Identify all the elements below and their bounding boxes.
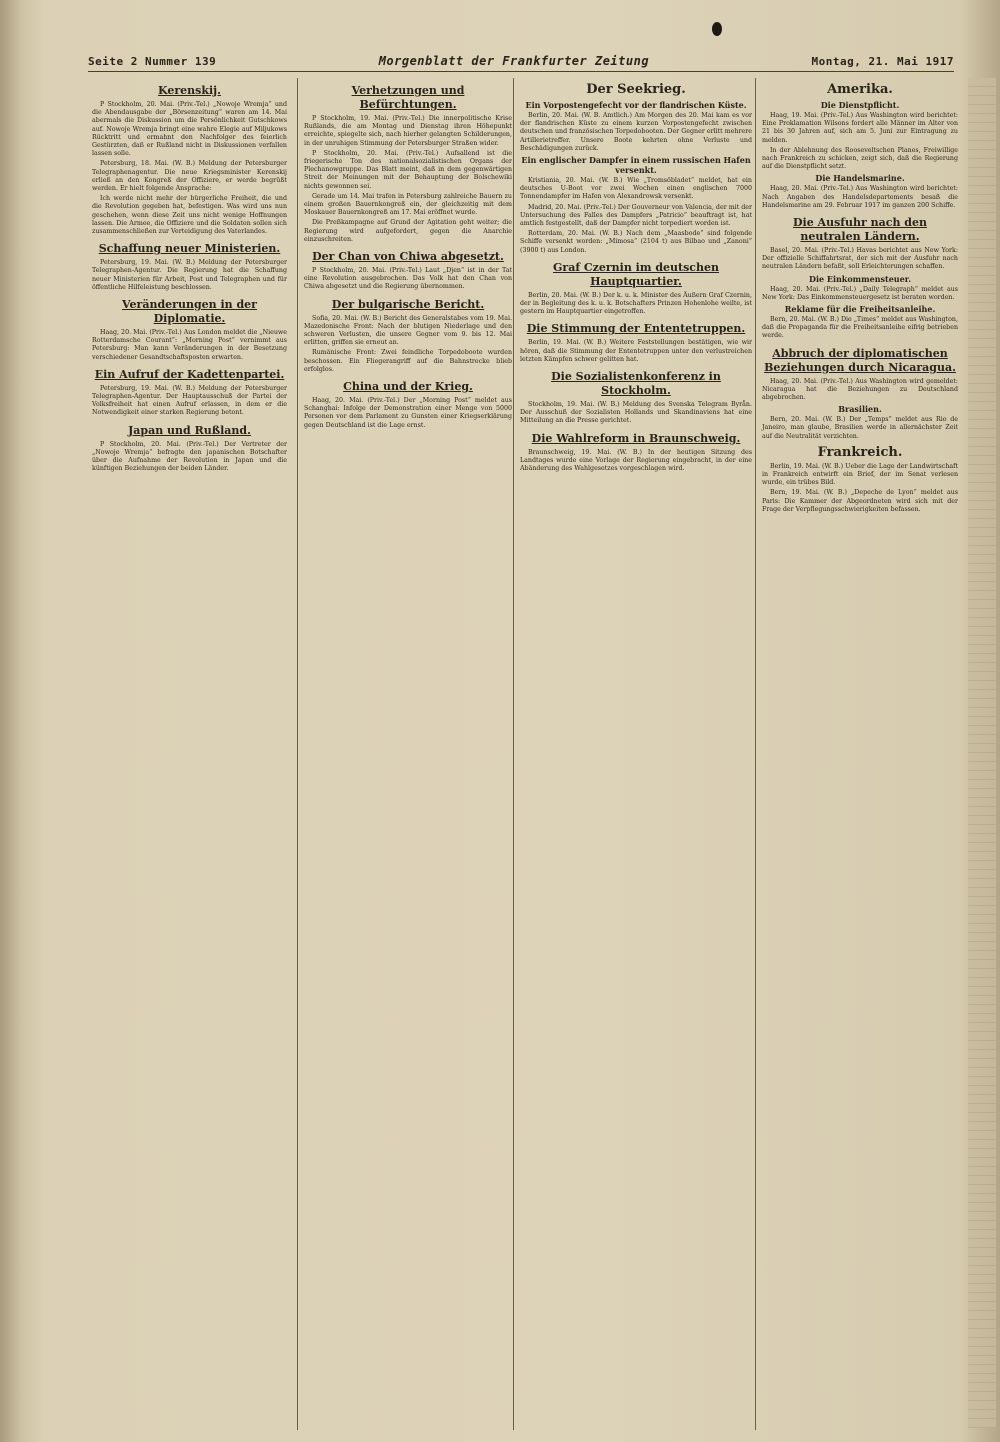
article-subheadline: Die Handelsmarine. [815, 173, 905, 184]
article-paragraph: Berlin, 20. Mai. (W. B. Amtlich.) Am Morgen des 20. Mai kam es vor der flandrischen Küste zu einem kurzen Vorpostengefecht zwischen deutschen und französischen Torpedobooten. Der Gegner erlitt mehrere Artillerietreffer. Unsere Boote kehrten ohne Verluste und Beschädigungen zurück. [520, 112, 752, 152]
article-headline: Veränderungen in der Diplomatie. [122, 298, 257, 326]
article-paragraph: Rotterdam, 20. Mai. (W. B.) Nach dem „Maasbode“ sind folgende Schiffe versenkt worden: „Mimosa“ (2104 t) aus Bilbao und „Zanoni“ (3900 t) aus London. [520, 230, 752, 254]
article-paragraph: Rumänische Front: Zwei feindliche Torpedoboote wurden beschossen. Ein Fliegerangriff auf die Bahnstrecke blieb erfolglos. [304, 349, 512, 373]
article-subheadline: Brasilien. [838, 404, 882, 415]
article-headline: Japan und Rußland. [128, 423, 251, 437]
article-paragraph: Sofia, 20. Mai. (W. B.) Bericht des Generalstabes vom 19. Mai. Mazedonische Front: Nach der blutigen Niederlage und den schweren Verlusten, die unsere Gegner vom 9. bis 12. Mai erlitten, griffen sie erneut an. [304, 314, 512, 347]
article-paragraph: Madrid, 20. Mai. (Priv.-Tel.) Der Gouverneur von Valencia, der mit der Untersuchung des Falles des Dampfers „Patricio“ beauftragt ist, hat amtlich festgestellt, daß der Dampfer nicht torpediert worden ist. [520, 203, 752, 228]
page-number: Seite 2 Nummer 139 [88, 55, 217, 68]
article-paragraph: Die Preßkampagne auf Grund der Agitation geht weiter; die Regierung wird aufgefordert, gegen die Anarchie einzuschreiten. [304, 219, 512, 243]
article-paragraph: P Stockholm, 20. Mai. (Priv.-Tel.) Aufsallend ist die friegerische Ton des nationalsozialistischen Organs der Plechanowgruppe. Das Blatt meint, daß in dem gegenwärtigen Streit der Meinungen mit der Behauptung der Bolschewiki nichts gewonnen sei. [304, 149, 512, 190]
column-3 [513, 78, 752, 1430]
article-paragraph: Stockholm, 19. Mai. (W. B.) Meldung des Svenska Telegram Byrån. Der Ausschuß der Sozialisten Hollands und Skandinaviens hat eine Mitteilung an die Presse gerichtet. [520, 401, 752, 425]
article-paragraph: Ich werde nicht mehr der bürgerliche Freiheit, die und die Revolution gegeben hat, befestigen. Was wird uns nun geschehen, wenn diese Zeit uns nicht wenige Hoffnungen lassen. Die Armee, die Offiziere und die Soldaten sollen sich zusammenschließen zur Verteidigung des Vaterlandes. [92, 195, 287, 236]
article-paragraph: Berlin, 20. Mai. (W. B.) Der k. u. k. Minister des Äußern Graf Czernin, der in Begleitung des k. u. k. Botschafters Prinzen Hohenlohe weilte, ist gestern im Hauptquartier eingetroffen. [520, 291, 752, 316]
article-subheadline: Ein Vorpostengefecht vor der flandrischen Küste. [525, 100, 747, 110]
section-headline: Der Seekrieg. [586, 82, 686, 97]
article-paragraph: Petersburg, 19. Mai. (W. B.) Meldung der Petersburger Telegraphen-Agentur. Der Hauptausschuß der Partei der Volksfreiheit hat einen Aufruf erlassen, in dem er die Notwendigkeit einer starken Regierung betont. [92, 384, 287, 417]
article-paragraph: Petersburg, 19. Mai. (W. B.) Meldung der Petersburger Telegraphen-Agentur. Die Regierung hat die Schaffung neuer Ministerien für Arbeit, Post und Telegraphen und für öffentliche Hilfeleistung beschlossen. [92, 259, 287, 291]
article-headline: Verhetzungen und Befürchtungen. [351, 84, 465, 111]
section-headline: Frankreich. [817, 444, 903, 460]
article-paragraph: P Stockholm, 20. Mai. (Priv.-Tel.) „Nowoje Wremja“ und die Abendausgabe der „Börsenzeitung“ waren am 14. Mai abermals die Diskussion um die Persönlichkeit Gutschkows auf. Nowoje Wremja bringt eine wahre Elegie auf Miljukows Rücktritt und ermahnt den Nachfolger des feierlich Gestürzten, daß er Rußland nicht in Diskussionen verfallen lassen solle. [92, 101, 287, 158]
article-subheadline: Ein englischer Dampfer in einem russischen Hafen versenkt. [521, 155, 751, 176]
article-headline: Ein Aufruf der Kadettenpartei. [94, 367, 285, 381]
article-paragraph: Basel, 20. Mai. (Priv.-Tel.) Havas berichtet aus New York: Der offizielle Schiffahrtsrat, der sich mit der Ausfuhr nach neutralen Ländern befaßt, soll Erleichterungen schaffen. [762, 247, 958, 271]
article-subheadline: Reklame für die Freiheitsanleihe. [784, 304, 936, 315]
column-4 [755, 78, 958, 1430]
article-paragraph: P Stockholm, 20. Mai. (Priv.-Tel.) Laut „Djen“ ist in der Tat eine Revolution ausgebrochen. Das Volk hat den Chan von Chiwa abgesetzt und die Regierung übernommen. [304, 267, 512, 291]
article-paragraph: Kristiania, 20. Mai. (W. B.) Wie „Tromsöbladet“ meldet, hat ein deutsches U-Boot vor zwei Wochen einen englischen 7000 Tonnendampfer im Hafen von Alexandrowsk versenkt. [520, 177, 752, 201]
section-headline: Amerika. [827, 82, 893, 97]
article-headline: Die Ausfuhr nach den neutralen Ländern. [793, 216, 927, 244]
masthead [88, 46, 954, 72]
article-subheadline: Die Dienstpflicht. [820, 100, 900, 110]
article-paragraph: Petersburg, 18. Mai. (W. B.) Meldung der Petersburger Telegraphenagentur. Die neue Kriegsminister Kerenskij erließ an den Kongreß der Offiziere, er werde begrüßt werden. Er hielt folgende Ansprache: [92, 160, 287, 193]
article-paragraph: Haag, 20. Mai. (Priv.-Tel.) Aus Washington wird gemeldet: Nicaragua hat die Beziehungen zu Deutschland abgebrochen. [762, 377, 958, 402]
article-paragraph: Bern, 20. Mai. (W. B.) Die „Times“ meldet aus Washington, daß die Propaganda für die Freiheitsanleihe eifrig betrieben werde. [762, 316, 958, 340]
article-headline: Kerenskij. [158, 84, 221, 97]
article-headline: Graf Czernin im deutschen Hauptquartier. [553, 260, 719, 288]
article-subheadline: Die Einkommensteuer. [809, 273, 911, 284]
next-page-edge [968, 78, 996, 1428]
article-headline: Der Chan von Chiwa abgesetzt. [312, 250, 504, 264]
article-paragraph: Bern, 20. Mai. (W. B.) Der „Temps“ meldet aus Rio de Janeiro, man glaube, Brasilien werde in allernächster Zeit auf die Neutralität verzichten. [762, 416, 958, 440]
article-headline: Die Stimmung der Ententetruppen. [526, 322, 746, 336]
article-headline: Der bulgarische Bericht. [331, 297, 485, 311]
article-paragraph: Berlin, 19. Mai. (W. B.) Ueber die Lage der Landwirtschaft in Frankreich entwirft ein Brief, der im Senat verlesen wurde, ein trübes Bild. [762, 462, 958, 487]
article-paragraph: Haag, 20. Mai. (Priv.-Tel.) Der „Morning Post“ meldet aus Schanghai: Infolge der Demonstration einer Menge von 5000 Personen vor dem Parlament zu Gunsten einer Kriegserklärung gegen Deutschland ist die Lage ernst. [304, 397, 512, 429]
issue-date: Montag, 21. Mai 1917 [811, 55, 954, 68]
article-headline: China und der Krieg. [343, 380, 473, 394]
article-headline: Die Wahlreform in Braunschweig. [531, 431, 741, 445]
article-paragraph: In der Ablehnung des Rooseveltschen Planes, Freiwillige nach Frankreich zu schicken, zeigt sich, daß die Regierung auf die Dienstpflicht setzt. [762, 146, 958, 171]
column-1 [92, 78, 287, 1430]
article-paragraph: P Stockholm, 20. Mai. (Priv.-Tel.) Der Vertreter der „Nowoje Wremja“ befragte den japanischen Botschafter über die Aufnahme der Revolution in Japan und die künftigen Beziehungen der beiden Länder. [92, 440, 287, 473]
article-paragraph: P Stockholm, 19. Mai. (Priv.-Tel.) Die innerpolitische Krise Rußlands, die am Montag und Dienstag ihren Höhepunkt erreichte, spiegelte sich, nach hierher gelangten Schilderungen, in der unruhigen Stimmung der Petersburger Straßen wider. [304, 115, 512, 147]
article-paragraph: Braunschweig, 19. Mai. (W. B.) In der heutigen Sitzung des Landtages wurde eine Vorlage der Regierung eingebracht, in der eine Abänderung des Wahlgesetzes vorgeschlagen wird. [520, 448, 752, 473]
article-paragraph: Haag, 19. Mai. (Priv.-Tel.) Aus Washington wird berichtet: Eine Proklamation Wilsons fordert alle Männer im Alter von 21 bis 30 Jahren auf, sich am 5. Juni zur Eintragung zu melden. [762, 112, 958, 144]
article-paragraph: Haag, 20. Mai. (Priv.-Tel.) Aus Washington wird berichtet: Nach Angaben des Handelsdepartements besaß die Handelsmarine am 29. Februar 1917 im ganzen 200 Schiffe. [762, 185, 958, 209]
article-paragraph: Haag, 20. Mai. (Priv.-Tel.) „Daily Telegraph“ meldet aus New York: Das Einkommensteuergesetz ist beraten worden. [762, 285, 958, 301]
column-2 [297, 78, 512, 1430]
newspaper-title: Morgenblatt der Frankfurter Zeitung [378, 54, 650, 68]
article-paragraph: Bern, 19. Mai. (W. B.) „Depeche de Lyon“ meldet aus Paris: Die Kammer der Abgeordneten wird sich mit der Frage der Verpflegungsschwierigkeiten befassen. [762, 489, 958, 513]
punch-hole [712, 22, 722, 36]
article-headline: Die Sozialistenkonferenz in Stockholm. [551, 370, 721, 398]
article-paragraph: Haag, 20. Mai. (Priv.-Tel.) Aus London meldet die „Nieuwe Rotterdamsche Courant“: „Morning Post“ vernimmt aus Petersburg: Man kann Veränderungen in der Besetzung verschiedener Gesandtschaftsposten erwarten. [92, 329, 287, 361]
article-paragraph: Gerade um 14. Mai trafen in Petersburg zahlreiche Bauern zu einem großen Bauernkongreß ein, der gleichzeitig mit dem Moskauer Bauernkongreß am 17. Mai eröffnet wurde. [304, 192, 512, 217]
article-headline: Schaffung neuer Ministerien. [98, 242, 281, 256]
article-paragraph: Berlin, 19. Mai. (W. B.) Weitere Feststellungen bestätigen, wie wir hören, daß die Stimmung der Ententetruppen unter den verlustreichen letzten Kämpfen schwer gelitten hat. [520, 339, 752, 363]
article-headline: Abbruch der diplomatischen Beziehungen durch Nicaragua. [764, 346, 956, 374]
